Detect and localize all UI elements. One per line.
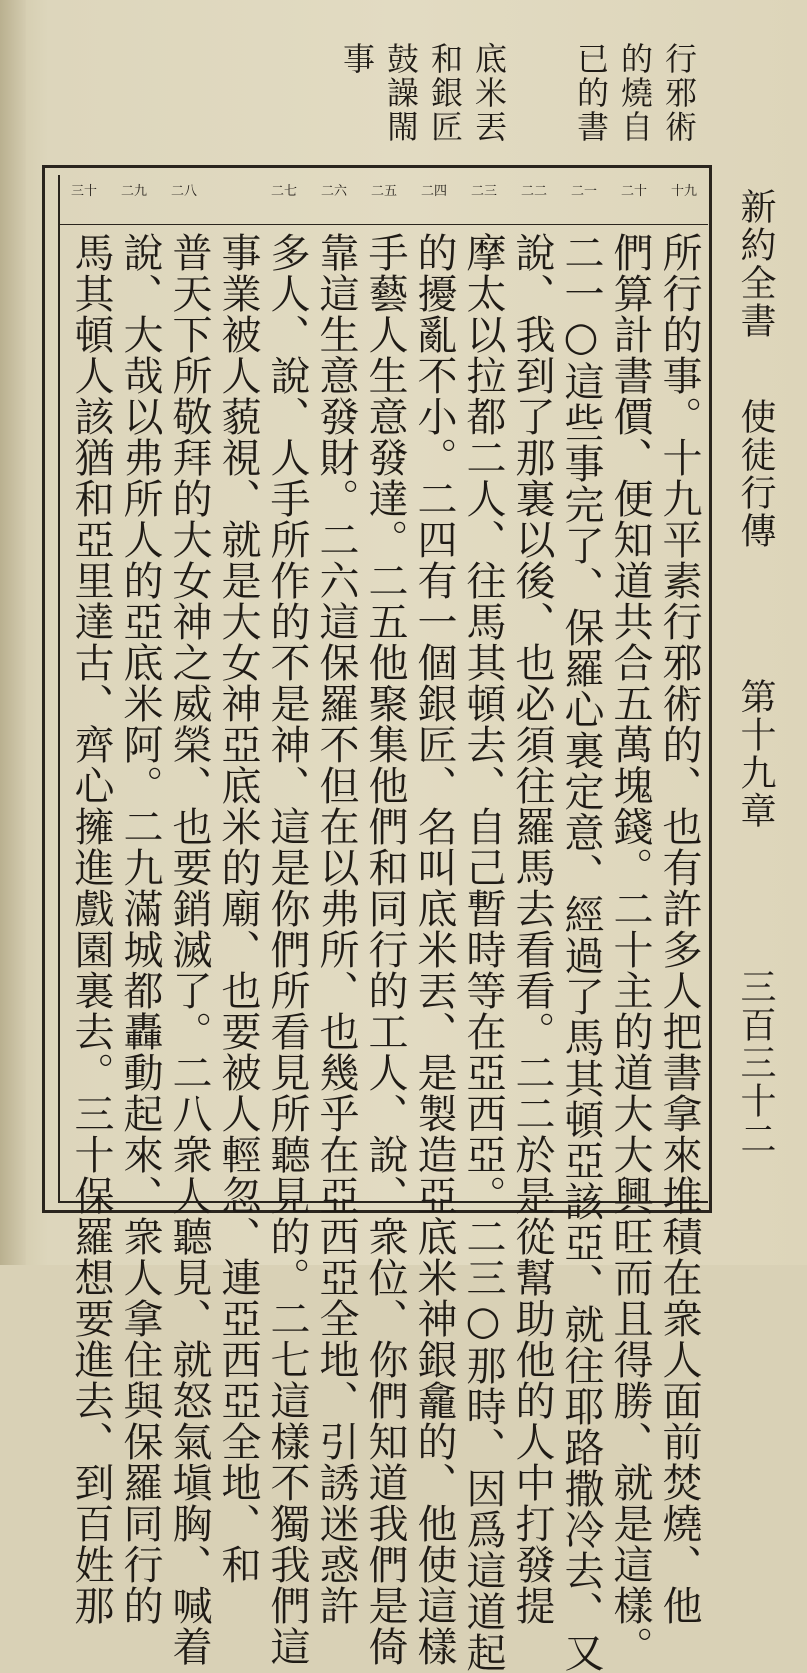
text-column: 靠這生意發財。二六這保羅不但在以弗所、也幾乎在亞西亞全地、引誘迷惑許	[313, 232, 359, 1626]
chapter-title: 第十九章	[735, 678, 776, 830]
glossary-entry: 和銀匠	[426, 42, 464, 144]
verse-marker: 二二	[520, 184, 547, 199]
text-column: 事業被人藐視、就是大女神亞底米的廟、也要被人輕忽、連亞西亞全地、和	[215, 232, 261, 1585]
verse-marker: 二六	[320, 184, 347, 199]
text-column: 所行的事。十九平素行邪術的、也有許多人把書拿來堆積在衆人面前焚燒、他	[656, 232, 702, 1626]
glossary-entry: 底米丟	[470, 42, 508, 144]
verse-marker: 二一	[570, 184, 597, 199]
text-column: 手藝人生意發達。二五他聚集他們和同行的工人、說、衆位、你們知道我們是倚	[362, 232, 408, 1667]
verse-marker: 三十	[70, 184, 97, 199]
section-title: 使徒行傳	[735, 398, 776, 550]
verse-marker: 十九	[670, 184, 697, 199]
text-column: 的擾亂不小。二四有一個銀匠、名叫底米丟、是製造亞底米神銀龕的、他使這樣	[411, 232, 457, 1667]
text-column: 說、大哉以弗所人的亞底米阿。二九滿城都轟動起來、衆人拿住與保羅同行的	[117, 232, 163, 1626]
book-title: 新約全書	[735, 188, 776, 340]
verse-marker-row	[58, 180, 708, 225]
glossary	[338, 42, 702, 154]
verse-marker: 二九	[120, 184, 147, 199]
verse-marker: 二七	[270, 184, 297, 199]
verse-marker: 二四	[420, 184, 447, 199]
glossary-entry: 已的書	[572, 42, 610, 144]
text-column: 普天下所敬拜的大女神之威榮、也要銷滅了。二八衆人聽見、就怒氣塡胸、喊着	[166, 232, 212, 1667]
verse-marker: 二五	[370, 184, 397, 199]
glossary-entry: 事	[338, 42, 376, 76]
text-column: 說、我到了那裏以後、也必須往羅馬去看看。二二於是從幫助他的人中打發提	[509, 232, 555, 1626]
verse-marker: 二十	[620, 184, 647, 199]
text-column: 多人、說、人手所作的不是神、這是你們所看見所聽見的。二七這樣不獨我們這	[264, 232, 310, 1667]
running-header	[722, 178, 782, 1208]
glossary-entry: 鼓譟閙	[382, 42, 420, 144]
page-number: 三百三十二	[735, 968, 776, 1158]
text-column: 馬其頓人該猶和亞里達古、齊心擁進戲園裏去。三十保羅想要進去、到百姓那	[68, 232, 114, 1626]
glossary-entry: 的燒自	[616, 42, 654, 144]
book-gutter	[0, 0, 26, 1265]
glossary-entry: 行邪術	[660, 42, 698, 144]
verse-marker: 二三	[470, 184, 497, 199]
text-column: 摩太以拉都二人、往馬其頓去、自己暫時等在亞西亞。二三○那時、因爲這道起	[460, 232, 506, 1673]
text-column: 們算計書價、便知道共合五萬塊錢。二十主的道大大興旺而且得勝、就是這樣。	[607, 232, 653, 1667]
verse-marker: 二八	[170, 184, 197, 199]
text-column: 二一○這些事完了、保羅心裏定意、經過了馬其頓亞該亞、就往耶路撒冷去、又	[558, 232, 604, 1673]
